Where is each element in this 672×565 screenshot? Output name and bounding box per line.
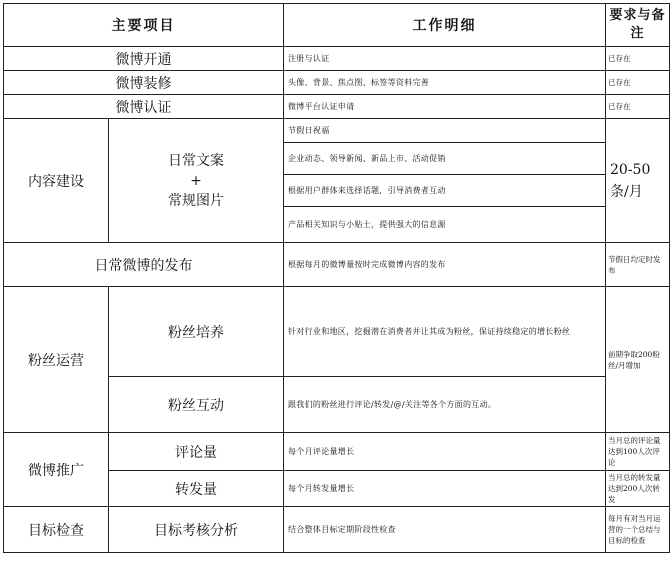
content-sub-line1: 日常文案 [168, 152, 224, 169]
category-content: 内容建设 [4, 119, 109, 243]
item-fans-interact: 粉丝互动 [109, 377, 284, 433]
note-fans: 前期争取200粉丝/月增加 [606, 287, 670, 433]
plan-table [3, 3, 670, 553]
header-main-item: 主要项目 [4, 4, 284, 47]
row-content-1 [4, 119, 670, 143]
header-details: 工作明细 [284, 4, 606, 47]
note-promo-forwards: 当月总的转发量达到200人次转发 [606, 471, 670, 507]
content-sub-line3: 常规图片 [168, 192, 224, 209]
detail-promo-forwards: 每个月转发量增长 [284, 471, 606, 507]
note-weibo-decor: 已存在 [606, 71, 670, 95]
detail-weibo-verify: 微博平台认证申请 [284, 95, 606, 119]
item-weibo-open: 微博开通 [4, 47, 284, 71]
note-check: 每月有对当月运营的一个总结与目标的检查 [606, 507, 670, 553]
item-check: 目标考核分析 [109, 507, 284, 553]
row-promo-comments [4, 433, 670, 471]
item-daily-publish: 日常微博的发布 [4, 243, 284, 287]
item-weibo-decor: 微博装修 [4, 71, 284, 95]
row-publish [4, 243, 670, 287]
item-fans-cultivate: 粉丝培养 [109, 287, 284, 377]
detail-fans-interact: 跟我们的粉丝进行评论/转发/@/关注等各个方面的互动。 [284, 377, 606, 433]
content-detail-4: 产品相关知识与小贴士，提供强大的信息源 [284, 207, 606, 243]
category-check: 目标检查 [4, 507, 109, 553]
content-sub-line2: + [190, 172, 202, 189]
row-check [4, 507, 670, 553]
detail-weibo-open: 注册与认证 [284, 47, 606, 71]
content-subitem [109, 119, 284, 243]
note-weibo-verify: 已存在 [606, 95, 670, 119]
note-weibo-open: 已存在 [606, 47, 670, 71]
detail-daily-publish: 根据每月的微博量按时完成微博内容的发布 [284, 243, 606, 287]
detail-fans-cultivate: 针对行业和地区，挖掘潜在消费者并让其成为粉丝，保证持续稳定的增长粉丝 [284, 287, 606, 377]
header-remarks: 要求与备注 [606, 4, 670, 47]
detail-weibo-decor: 头像、背景、焦点图、标签等资料完善 [284, 71, 606, 95]
content-detail-2: 企业动态、领导新闻、新品上市、活动促销 [284, 143, 606, 175]
item-weibo-verify: 微博认证 [4, 95, 284, 119]
content-detail-1: 节假日祝福 [284, 119, 606, 143]
row-open [4, 47, 670, 71]
detail-promo-comments: 每个月评论量增长 [284, 433, 606, 471]
row-verify [4, 95, 670, 119]
row-fans-cultivate [4, 287, 670, 377]
item-promo-comments: 评论量 [109, 433, 284, 471]
note-content: 20-50条/月 [606, 119, 670, 243]
header-row [4, 4, 670, 47]
row-decor [4, 71, 670, 95]
note-promo-comments: 当月总的评论量达到100人次评论 [606, 433, 670, 471]
detail-check: 结合整体目标定期阶段性检查 [284, 507, 606, 553]
note-daily-publish: 节假日均定时发布 [606, 243, 670, 287]
item-promo-forwards: 转发量 [109, 471, 284, 507]
content-detail-3: 根据用户群体来选择话题，引导消费者互动 [284, 175, 606, 207]
category-fans: 粉丝运营 [4, 287, 109, 433]
category-promo: 微博推广 [4, 433, 109, 507]
